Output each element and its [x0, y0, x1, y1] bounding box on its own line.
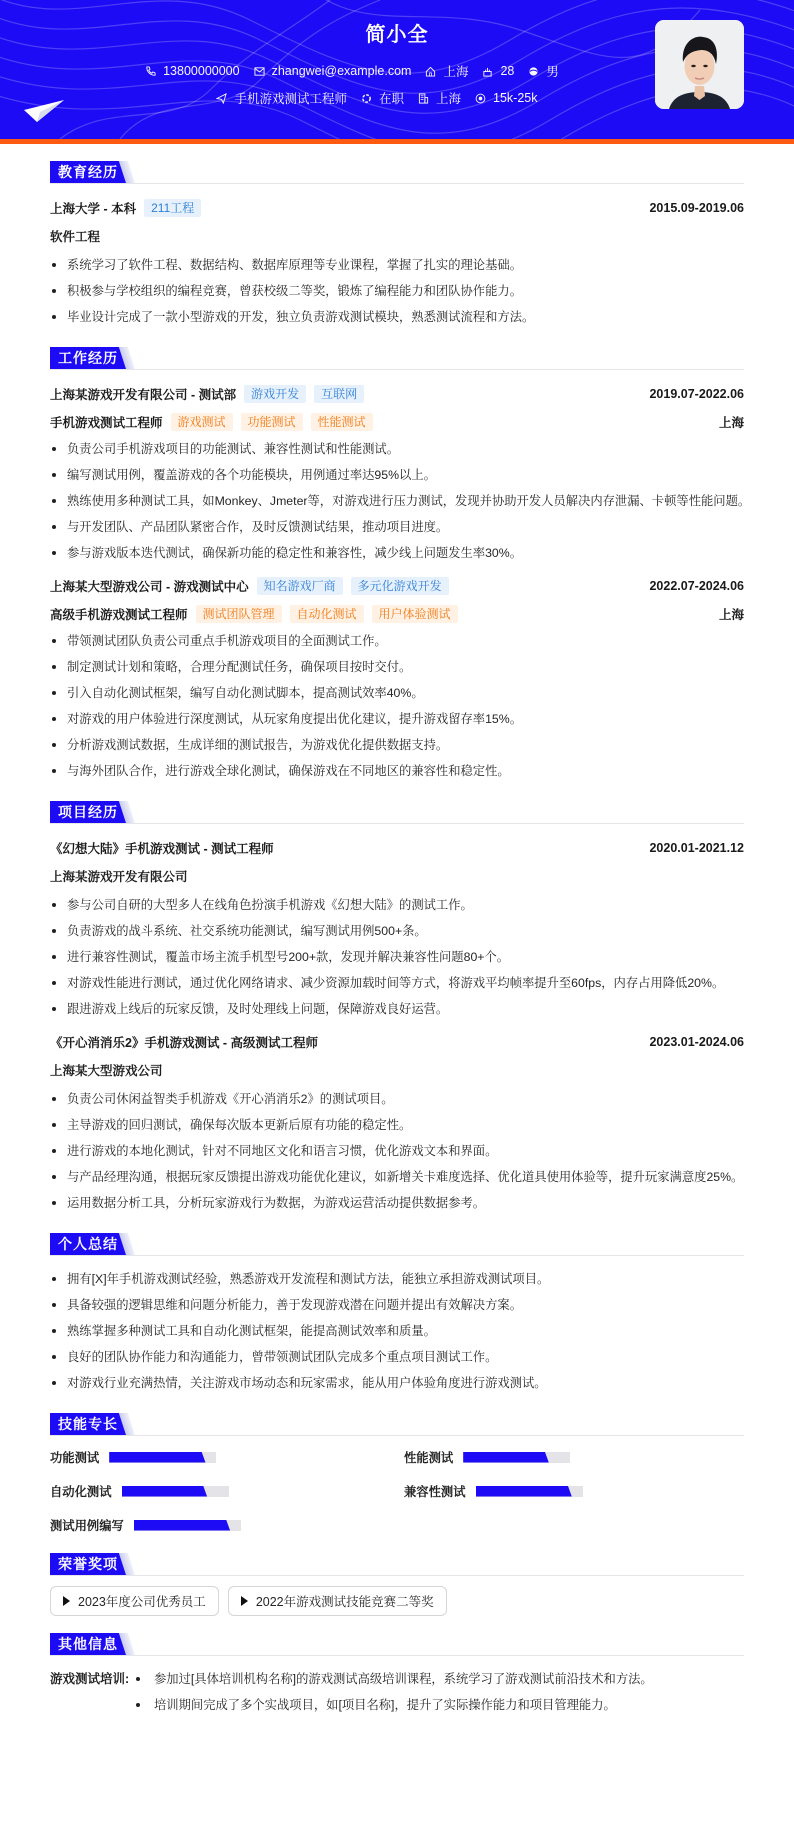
resume-header — [0, 0, 794, 139]
cake-icon — [482, 66, 493, 77]
list-item: 制定测试计划和策略，合理分配测试任务，确保项目按时交付。 — [50, 654, 744, 680]
section-title: 项目经历 — [50, 801, 126, 823]
profile-photo — [655, 20, 744, 109]
summary-section — [50, 1233, 744, 1396]
skill-bar-fill — [476, 1486, 572, 1497]
paper-plane-icon — [24, 100, 64, 124]
section-title: 技能专长 — [50, 1413, 126, 1435]
role-tag: 游戏测试 — [171, 413, 233, 431]
list-item: 跟进游戏上线后的玩家反馈，及时处理线上问题，保障游戏良好运营。 — [50, 996, 744, 1022]
list-item: 负责公司手机游戏项目的功能测试、兼容性测试和性能测试。 — [50, 436, 744, 462]
section-header — [50, 801, 744, 824]
company-name: 上海某游戏开发有限公司 - 测试部 — [50, 388, 237, 402]
skills-section — [50, 1413, 744, 1536]
major: 软件工程 — [50, 230, 101, 244]
candidate-name: 简小全 — [365, 24, 429, 46]
project-entry — [50, 1028, 744, 1216]
resume-body — [0, 161, 794, 1742]
section-title: 教育经历 — [50, 161, 126, 183]
section-title: 其他信息 — [50, 1633, 126, 1655]
list-item: 对游戏的用户体验进行深度测试，从玩家角度提出优化建议，提升游戏留存率15%。 — [50, 706, 744, 732]
list-item: 分析游戏测试数据，生成详细的测试报告，为游戏优化提供数据支持。 — [50, 732, 744, 758]
list-item: 与开发团队、产品团队紧密合作，及时反馈测试结果，推动项目进度。 — [50, 514, 744, 540]
list-item: 良好的团队协作能力和沟通能力，曾带领测试团队完成多个重点项目测试工作。 — [50, 1344, 744, 1370]
skill-item — [404, 1480, 758, 1502]
work-section — [50, 347, 751, 784]
education-entry — [50, 194, 744, 330]
work-date: 2019.07-2022.06 — [649, 387, 744, 401]
header-accent-stripe — [0, 139, 794, 144]
list-item: 与海外团队合作，进行游戏全球化测试，确保游戏在不同地区的兼容性和稳定性。 — [50, 758, 744, 784]
list-item: 进行兼容性测试，覆盖市场主流手机型号200+款，发现并解决兼容性问题80+个。 — [50, 944, 744, 970]
skill-bar — [476, 1486, 583, 1497]
job-role: 高级手机游戏测试工程师 — [50, 608, 188, 622]
section-title: 荣誉奖项 — [50, 1553, 126, 1575]
list-item: 熟练使用多种测试工具，如Monkey、Jmeter等，对游戏进行压力测试，发现并协助开发人员解决内存泄漏、卡顿等性能问题。 — [50, 488, 744, 514]
skill-item — [50, 1514, 404, 1536]
skill-bar — [463, 1452, 570, 1463]
list-item: 负责游戏的战斗系统、社交系统功能测试，编写测试用例500+条。 — [50, 918, 744, 944]
role-tag: 功能测试 — [241, 413, 303, 431]
other-info-label: 游戏测试培训: — [50, 1672, 130, 1686]
skill-name: 兼容性测试 — [404, 1485, 466, 1499]
section-header — [50, 161, 744, 184]
skill-bar-fill — [134, 1520, 230, 1531]
status-icon — [361, 93, 372, 104]
list-item: 编写测试用例，覆盖游戏的各个功能模块，用例通过率达95%以上。 — [50, 462, 744, 488]
role-tag: 自动化测试 — [290, 605, 364, 623]
job-role: 手机游戏测试工程师 — [50, 416, 163, 430]
intent-city: 上海 — [418, 89, 461, 107]
skill-item — [50, 1480, 404, 1502]
work-entry — [50, 572, 744, 784]
home-icon — [425, 66, 436, 77]
list-item: 参加过[具体培训机构名称]的游戏测试高级培训课程，系统学习了游戏测试前沿技术和方法。 — [134, 1666, 653, 1692]
honors-section — [50, 1553, 744, 1616]
list-item: 引入自动化测试框架，编写自动化测试脚本，提高测试效率40%。 — [50, 680, 744, 706]
project-name: 《开心消消乐2》手机游戏测试 - 高级测试工程师 — [50, 1036, 319, 1050]
project-company: 上海某游戏开发有限公司 — [50, 870, 188, 884]
list-item: 主导游戏的回归测试，确保每次版本更新后原有功能的稳定性。 — [50, 1112, 744, 1138]
contact-residence: 上海 — [425, 62, 468, 80]
intent-status: 在职 — [361, 89, 404, 107]
list-item: 对游戏性能进行测试，通过优化网络请求、减少资源加载时间等方式，将游戏平均帧率提升至60fps，内存占用降低20%。 — [50, 970, 744, 996]
contact-gender: 男 — [528, 62, 559, 80]
contact-email: zhangwei@example.com — [254, 62, 412, 80]
work-location: 上海 — [718, 416, 744, 430]
list-item: 具备较强的逻辑思维和问题分析能力，善于发现游戏潜在问题并提出有效解决方案。 — [50, 1292, 744, 1318]
list-item: 与产品经理沟通，根据玩家反馈提出游戏功能优化建议，如新增关卡难度选择、优化道具使用体验等，提升玩家满意度25%。 — [50, 1164, 744, 1190]
section-header — [50, 1553, 744, 1576]
contact-age: 28 — [482, 62, 514, 80]
gender-icon — [528, 66, 539, 77]
list-item: 熟练掌握多种测试工具和自动化测试框架，能提高测试效率和质量。 — [50, 1318, 744, 1344]
skill-bar — [122, 1486, 229, 1497]
skill-name: 测试用例编写 — [50, 1519, 124, 1533]
mail-icon — [254, 66, 265, 77]
other-info-item — [50, 1666, 744, 1718]
project-company: 上海某大型游戏公司 — [50, 1064, 163, 1078]
role-tag: 性能测试 — [311, 413, 373, 431]
section-header — [50, 1413, 744, 1436]
honor-badge: 2023年度公司优秀员工 — [50, 1586, 219, 1616]
section-header — [50, 347, 744, 370]
list-item: 运用数据分析工具，分析玩家游戏行为数据，为游戏运营活动提供数据参考。 — [50, 1190, 744, 1216]
skill-bar-fill — [122, 1486, 208, 1497]
list-item: 负责公司休闲益智类手机游戏《开心消消乐2》的测试项目。 — [50, 1086, 744, 1112]
intent-position: 手机游戏测试工程师 — [216, 89, 347, 107]
salary-icon — [475, 93, 486, 104]
list-item: 培训期间完成了多个实战项目，如[项目名称]，提升了实际操作能力和项目管理能力。 — [134, 1692, 653, 1718]
triangle-bullet-icon — [241, 1596, 248, 1606]
list-item: 拥有[X]年手机游戏测试经验，熟悉游戏开发流程和测试方法，能独立承担游戏测试项目。 — [50, 1266, 744, 1292]
project-date: 2023.01-2024.06 — [649, 1035, 744, 1049]
section-header — [50, 1633, 744, 1656]
skill-bar-fill — [109, 1452, 205, 1463]
work-location: 上海 — [718, 608, 744, 622]
list-item: 毕业设计完成了一款小型游戏的开发，独立负责游戏测试模块，熟悉测试流程和方法。 — [50, 304, 744, 330]
company-name: 上海某大型游戏公司 - 游戏测试中心 — [50, 580, 249, 594]
list-item: 参与游戏版本迭代测试，确保新功能的稳定性和兼容性，减少线上问题发生率30%。 — [50, 540, 744, 566]
section-title: 工作经历 — [50, 347, 126, 369]
company-tag: 互联网 — [314, 385, 364, 403]
section-title: 个人总结 — [50, 1233, 126, 1255]
intent-salary: 15k-25k — [475, 89, 537, 107]
person-portrait-icon — [655, 20, 744, 109]
role-tag: 测试团队管理 — [196, 605, 282, 623]
list-item: 对游戏行业充满热情，关注游戏市场动态和玩家需求，能从用户体验角度进行游戏测试。 — [50, 1370, 744, 1396]
list-item: 积极参与学校组织的编程竞赛，曾获校级二等奖，锻炼了编程能力和团队协作能力。 — [50, 278, 744, 304]
project-entry — [50, 834, 744, 1022]
honor-badge: 2022年游戏测试技能竞赛二等奖 — [228, 1586, 447, 1616]
company-tag: 多元化游戏开发 — [351, 577, 449, 595]
skills-grid — [50, 1446, 744, 1536]
company-tag: 知名游戏厂商 — [257, 577, 343, 595]
work-entry — [50, 380, 751, 566]
project-name: 《幻想大陆》手机游戏测试 - 测试工程师 — [50, 842, 274, 856]
company-tag: 游戏开发 — [244, 385, 306, 403]
school-tag: 211工程 — [144, 199, 201, 217]
list-item: 带领测试团队负责公司重点手机游戏项目的全面测试工作。 — [50, 628, 744, 654]
contact-phone: 13800000000 — [145, 62, 239, 80]
triangle-bullet-icon — [63, 1596, 70, 1606]
skill-item — [404, 1446, 758, 1468]
skill-bar — [109, 1452, 216, 1463]
skill-item — [50, 1446, 404, 1468]
project-date: 2020.01-2021.12 — [649, 841, 744, 855]
phone-icon — [145, 66, 156, 77]
list-item: 进行游戏的本地化测试，针对不同地区文化和语言习惯，优化游戏文本和界面。 — [50, 1138, 744, 1164]
education-date: 2015.09-2019.06 — [649, 201, 744, 215]
skill-bar — [134, 1520, 241, 1531]
skill-name: 性能测试 — [404, 1451, 454, 1465]
role-tag: 用户体验测试 — [372, 605, 458, 623]
building-icon — [418, 93, 429, 104]
skill-name: 功能测试 — [50, 1451, 100, 1465]
skill-bar-fill — [463, 1452, 549, 1463]
other-info-section — [50, 1633, 744, 1718]
education-section — [50, 161, 744, 330]
section-header — [50, 1233, 744, 1256]
list-item: 参与公司自研的大型多人在线角色扮演手机游戏《幻想大陆》的测试工作。 — [50, 892, 744, 918]
school-name: 上海大学 - 本科 — [50, 202, 137, 216]
projects-section — [50, 801, 744, 1216]
work-date: 2022.07-2024.06 — [649, 579, 744, 593]
skill-name: 自动化测试 — [50, 1485, 112, 1499]
send-icon — [216, 93, 227, 104]
list-item: 系统学习了软件工程、数据结构、数据库原理等专业课程，掌握了扎实的理论基础。 — [50, 252, 744, 278]
